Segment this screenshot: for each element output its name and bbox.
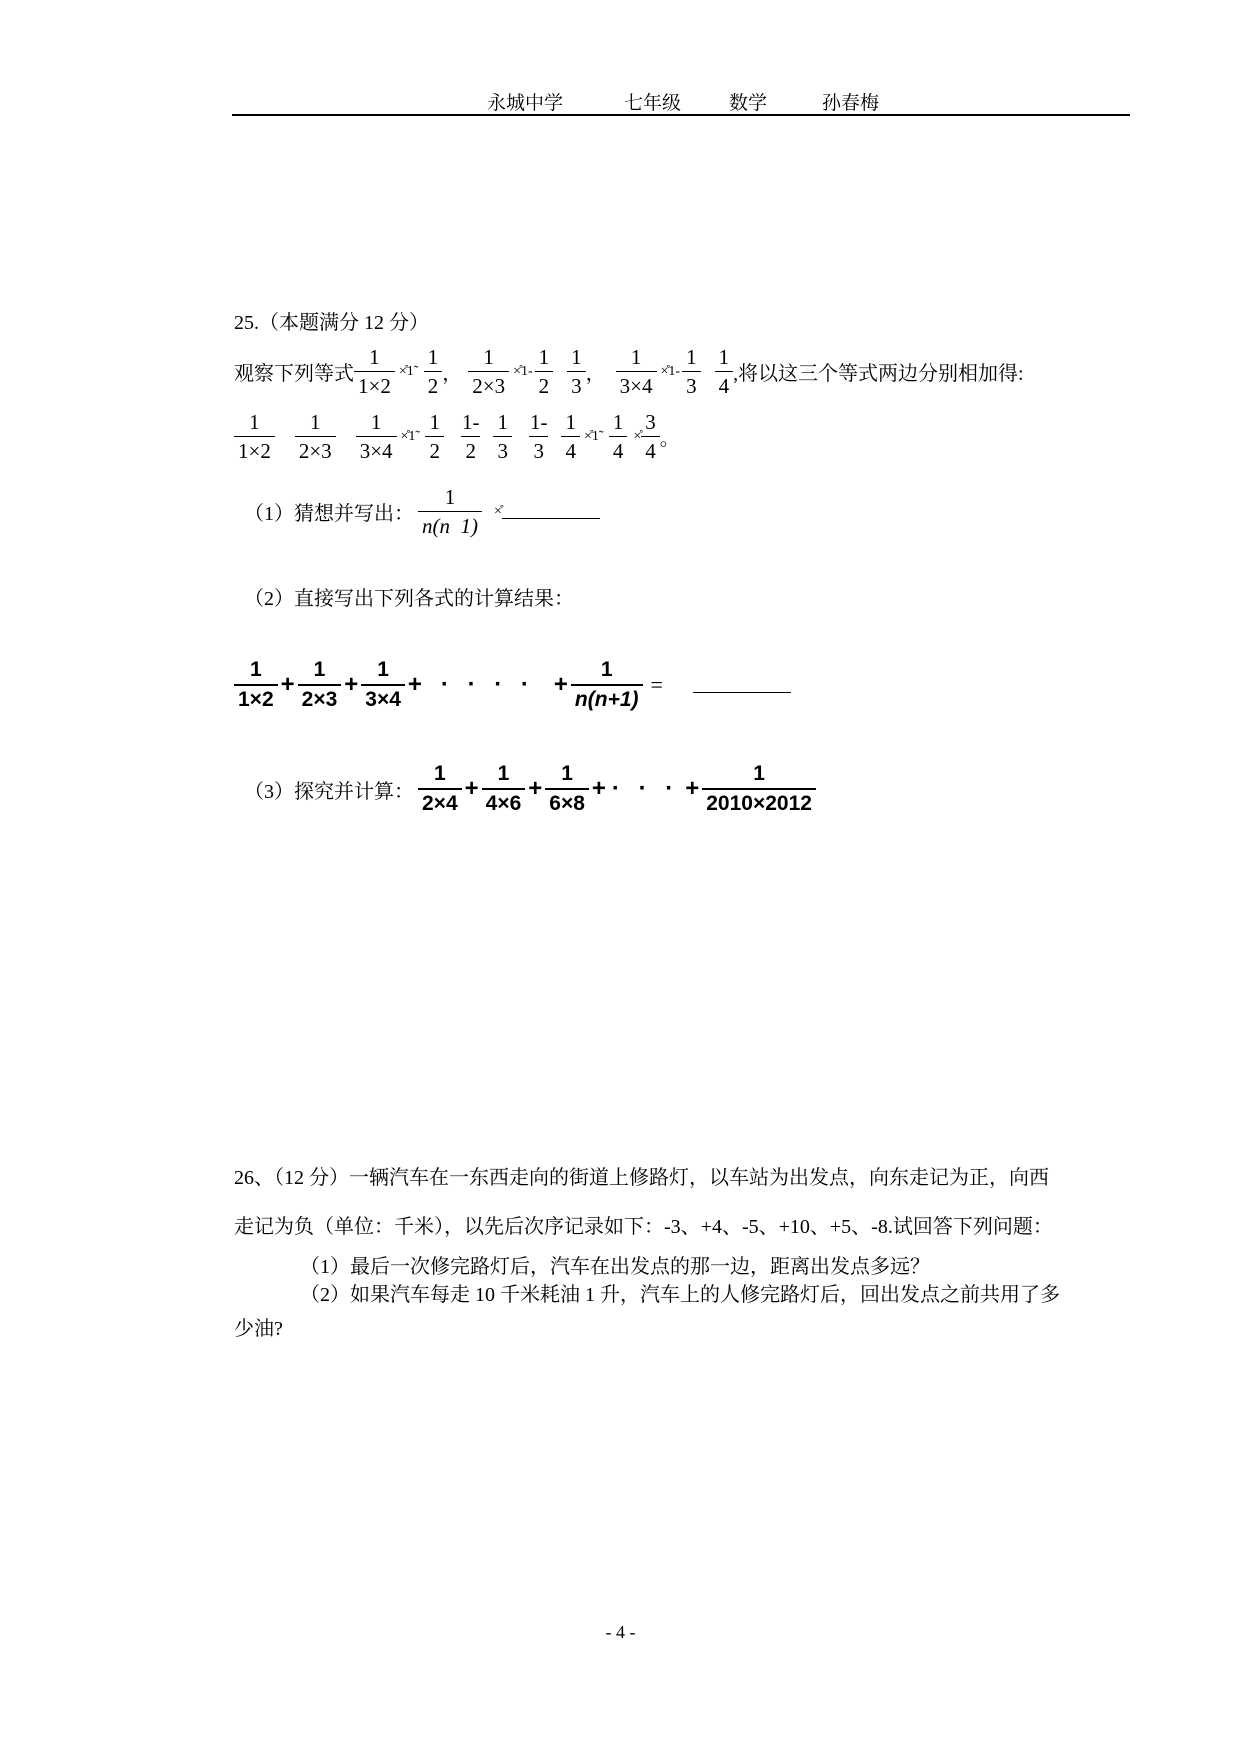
ellipsis: · · · · [440, 671, 535, 699]
period: 。 [659, 428, 680, 451]
fraction: $\frac{1}{4}$ [561, 410, 580, 463]
comma: ， [442, 363, 463, 386]
plus-sign: + [528, 775, 543, 803]
q25-title: 25.（本题满分 12 分） [234, 312, 429, 334]
garbled-symbol: ×̊ [494, 503, 502, 519]
equals-sign: = [650, 672, 663, 698]
garbled-symbol: ×̊1̃ [398, 363, 414, 379]
q26-sub2b: 少油? [234, 1318, 283, 1340]
q25-line1-tail: ,将以这三个等式两边分别相加得: [733, 363, 1024, 386]
q26-sub1: （1）最后一次修完路灯后，汽车在出发点的那一边，距离出发点多远？ [300, 1256, 930, 1278]
answer-blank[interactable] [502, 518, 600, 519]
garbled-symbol: ×̊1- [513, 363, 533, 379]
q26-line1: 26、（12 分）一辆汽车在一东西走向的街道上修路灯，以车站为出发点，向东走记为正，向西 [234, 1167, 1049, 1189]
plus-sign: + [407, 671, 422, 699]
fraction: $\frac{1}{2\times 3}$ [468, 345, 509, 398]
plus-sign: + [344, 671, 359, 699]
plus-sign: + [591, 775, 606, 803]
fraction: $\frac{1}{2\times 3}$ [295, 410, 336, 463]
fraction: $\frac{1}{6\times 8}$ [545, 762, 589, 816]
fraction: $\frac{1-}{2}$ [461, 410, 480, 464]
header-subject: 数学 [729, 93, 768, 114]
part1-label: （1）猜想并写出： [244, 503, 414, 526]
fraction: $\frac{1}{n(n+1)}$ [571, 658, 643, 712]
header-grade: 七年级 [624, 93, 682, 114]
plus-sign: + [464, 775, 479, 803]
comma: ， [585, 363, 606, 386]
fraction: $\frac{1-}{3}$ [529, 410, 548, 464]
q25-line1 [234, 345, 1024, 398]
plus-sign: + [280, 671, 295, 699]
fraction: $\frac{3}{4}$ [641, 410, 660, 463]
plus-sign: + [553, 671, 568, 699]
fraction: $\frac{1}{3\times 4}$ [616, 345, 657, 398]
q26-line2: 走记为负（单位：千米），以先后次序记录如下：-3、+4、-5、+10、+5、-8.试回答下列问题： [234, 1216, 1053, 1238]
q25-part1 [244, 485, 600, 538]
garbled-symbol: ×̊1̃ [400, 428, 416, 444]
fraction: $\frac{1}{2}$ [424, 345, 443, 398]
part3-label: （3）探究并计算： [244, 780, 414, 803]
fraction: $\frac{1}{3\times 4}$ [356, 410, 397, 463]
ellipsis: · · · [611, 775, 680, 803]
fraction: $\frac{1}{4\times 6}$ [482, 762, 526, 816]
fraction: $\frac{1}{4}$ [715, 345, 734, 398]
fraction: $\frac{1}{2}$ [425, 410, 444, 463]
garbled-symbol: ×̊1- [660, 363, 681, 379]
q26-sub2a: （2）如果汽车每走 10 千米耗油 1 升，汽车上的人修完路灯后，回出发点之前共用了多 [300, 1284, 1060, 1306]
header-teacher: 孙春梅 [822, 93, 880, 114]
fraction: $\frac{1}{2}$ [535, 345, 554, 398]
part2-label: （2）直接写出下列各式的计算结果： [244, 588, 574, 610]
fraction: $\frac{1}{4}$ [609, 410, 628, 463]
header-rule [232, 114, 1130, 116]
q25-part2-expression [234, 658, 791, 712]
fraction: $\frac{1}{2\times 4}$ [418, 762, 462, 816]
q25-intro: 观察下列等式 [234, 363, 354, 386]
fraction: $\frac{1}{2\times 3}$ [298, 658, 342, 712]
q25-part3 [244, 762, 816, 816]
garbled-symbol: ×̊ [633, 428, 642, 444]
fraction: $\frac{1}{1\times 2}$ [234, 410, 275, 463]
header-school: 永城中学 [487, 93, 564, 114]
answer-blank[interactable] [693, 692, 791, 693]
plus-sign: + [685, 775, 700, 803]
fraction: $\frac{1}{3}$ [493, 410, 512, 463]
garbled-symbol: ×̊1̃ [583, 428, 599, 444]
fraction: $\frac{1}{n(n 1)}$ [418, 485, 482, 538]
page-number: - 4 - [605, 1622, 636, 1642]
fraction: $\frac{1}{2010\times 2012}$ [702, 762, 816, 816]
fraction: $\frac{1}{3\times 4}$ [361, 658, 405, 712]
q25-line2 [234, 410, 680, 463]
fraction: $\frac{1}{3}$ [567, 345, 586, 398]
fraction: $\frac{1}{3}$ [682, 345, 701, 398]
fraction: $\frac{1}{1\times 2}$ [354, 345, 395, 398]
fraction: $\frac{1}{1\times 2}$ [234, 658, 278, 712]
